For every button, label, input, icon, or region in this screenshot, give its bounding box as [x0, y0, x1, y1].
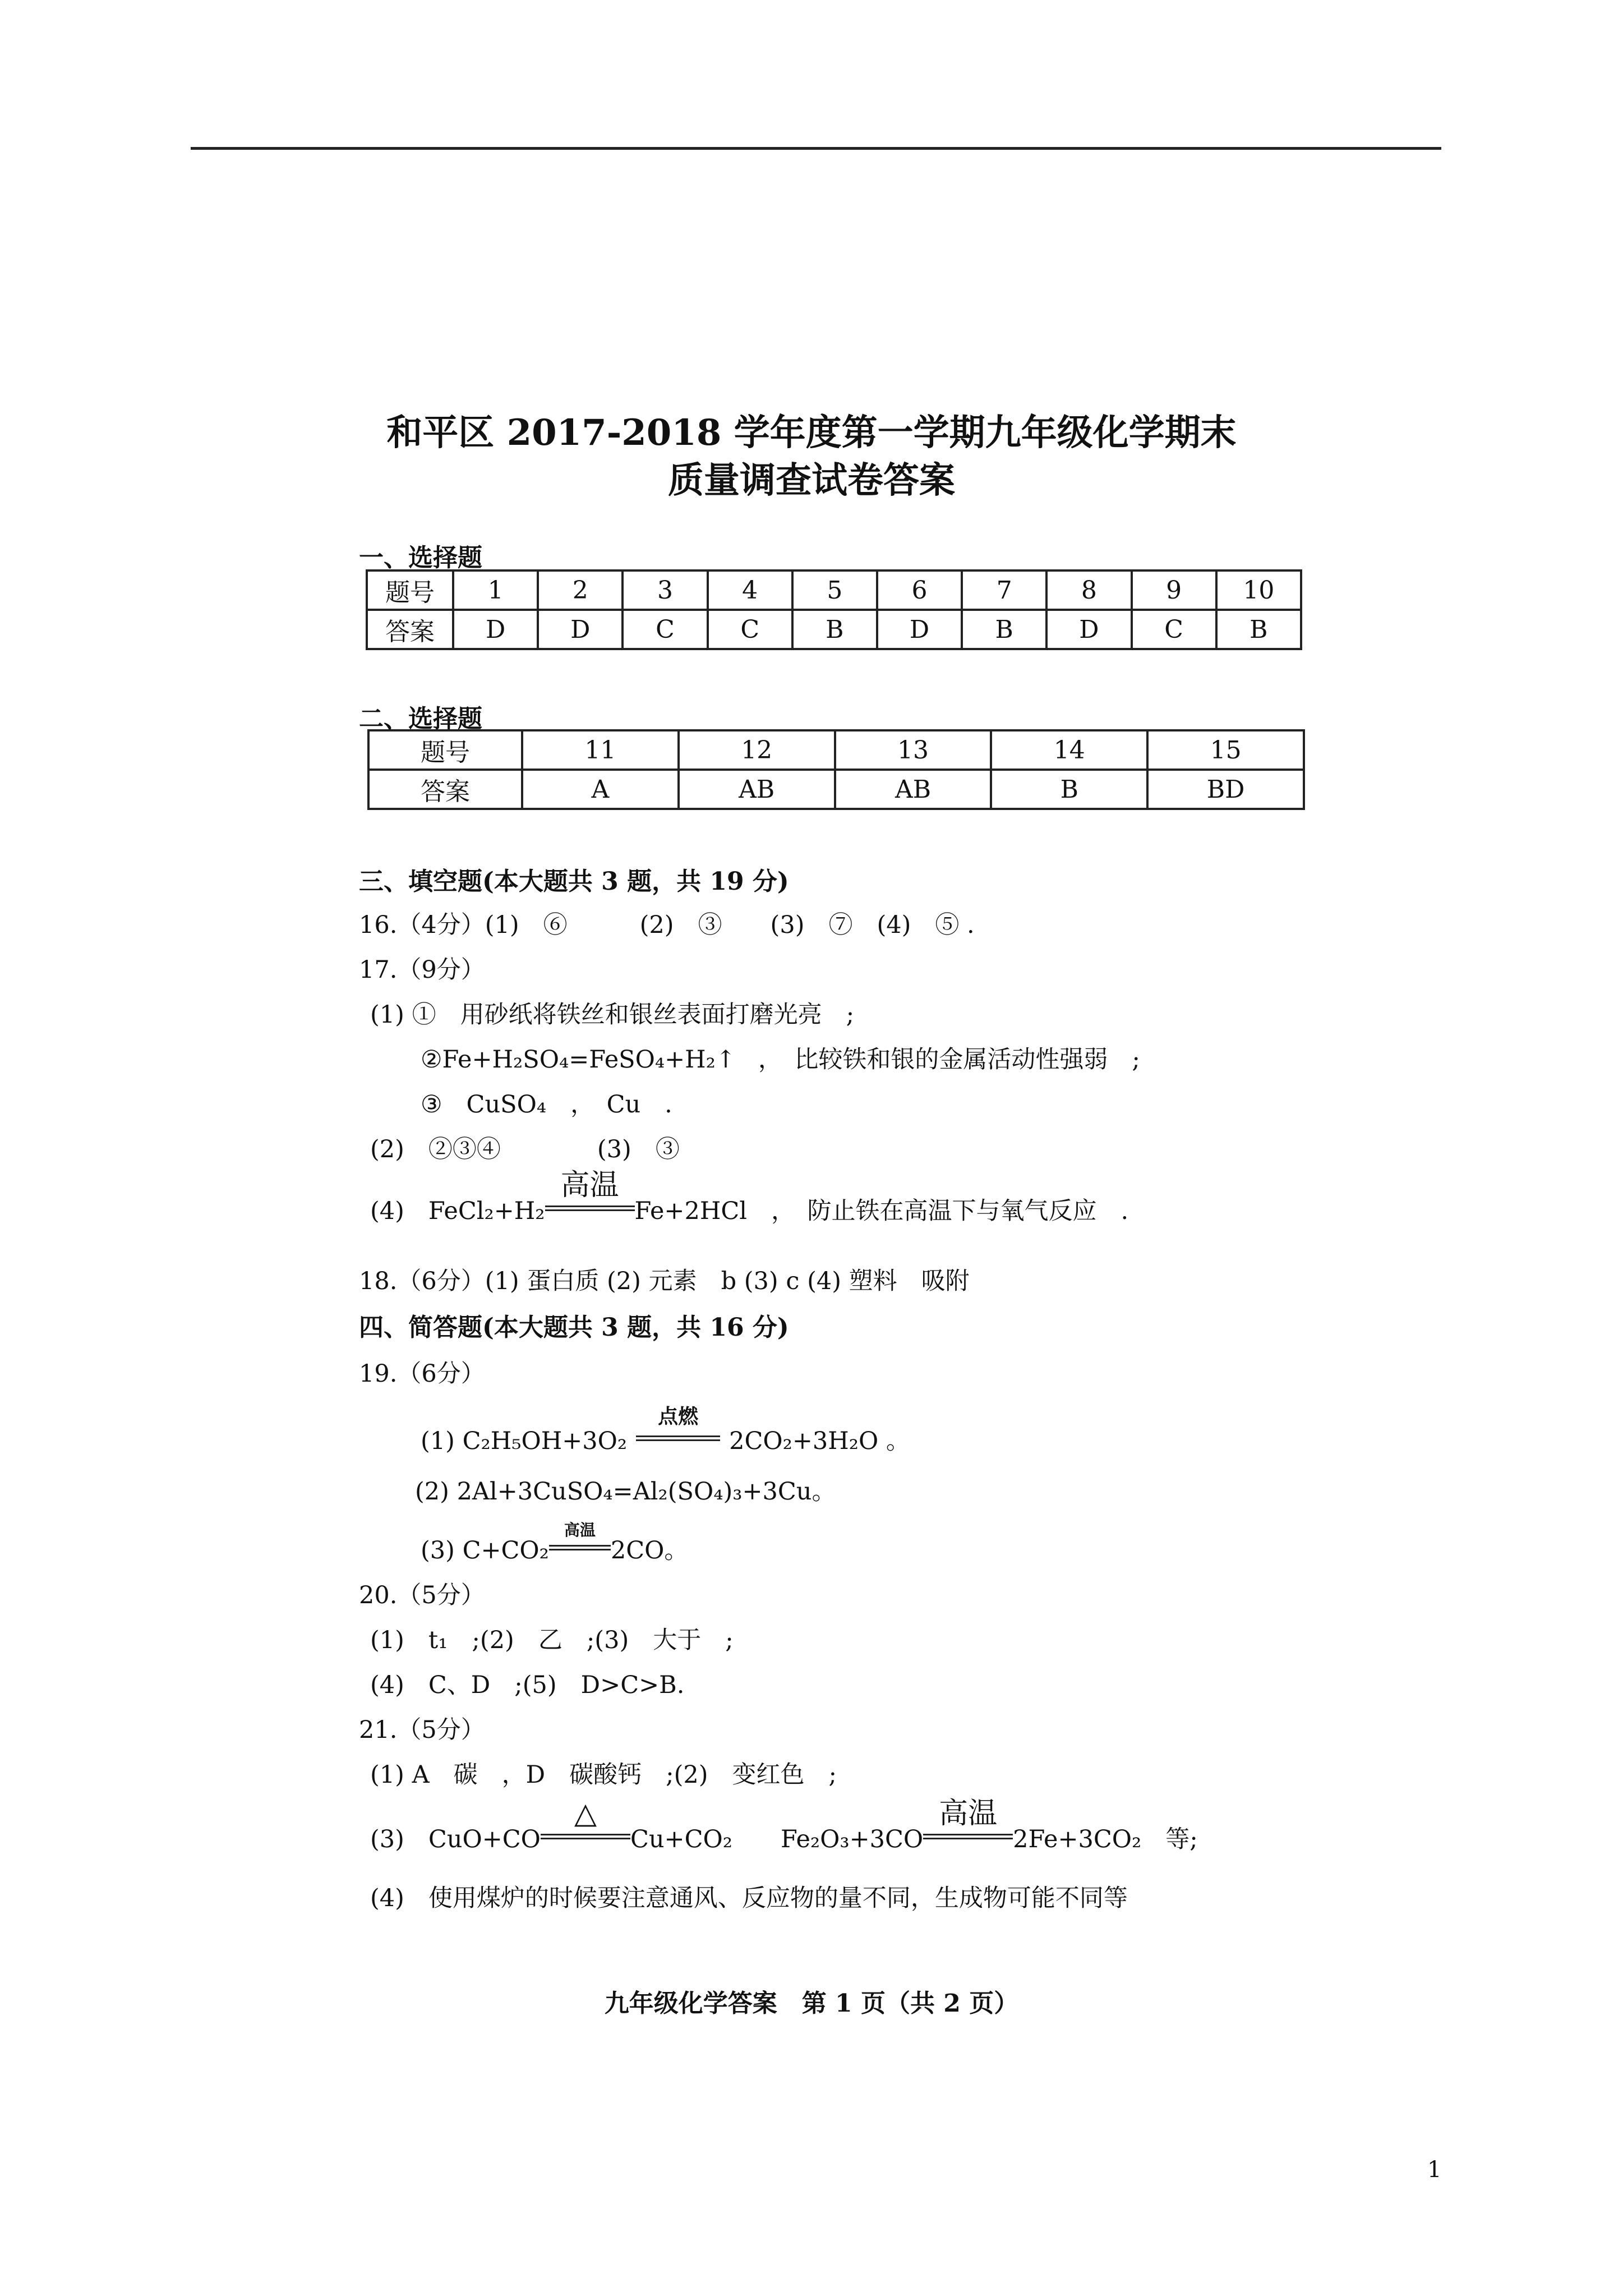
- table-cell: 1: [453, 570, 538, 610]
- answer-20-line2: (4) C、D ;(5) D>C>B.: [370, 1671, 685, 1699]
- answer-19-2: (2) 2Al+3CuSO₄=Al₂(SO₄)₃+3Cu。: [415, 1478, 836, 1506]
- table-row: [367, 610, 1301, 649]
- equation-21-3-a-reactants: (3) CuO+CO: [370, 1825, 541, 1853]
- answer-21-4: (4) 使用煤炉的时候要注意通风、反应物的量不同，生成物可能不同等: [370, 1884, 1128, 1912]
- answer-20-line1: (1) t₁ ;(2) 乙 ;(3) 大于 ;: [370, 1626, 734, 1654]
- page-number: 1: [1427, 2157, 1442, 2183]
- table-cell: 14: [991, 730, 1147, 770]
- answer-19-1: [421, 1405, 910, 1456]
- reaction-condition: 高温: [564, 1521, 596, 1539]
- answer-16: 16.（4分）(1) ⑥ (2) ③ (3) ⑦ (4) ⑤ .: [359, 911, 975, 939]
- reaction-condition: 点燃: [658, 1405, 699, 1428]
- answer-17-1-line2: [421, 1041, 1140, 1075]
- table-cell: D: [1046, 610, 1131, 649]
- page-title: 和平区 2017-2018 学年度第一学期九年级化学期末: [386, 412, 1237, 454]
- table-cell: 题号: [368, 730, 522, 770]
- table-cell: 12: [679, 730, 835, 770]
- table-cell: 13: [835, 730, 992, 770]
- reaction-arrow-21-3-a: [541, 1797, 630, 1847]
- table-cell: 答案: [368, 770, 522, 809]
- table-cell: C: [708, 610, 792, 649]
- answer-18: 18.（6分）(1) 蛋白质 (2) 元素 b (3) c (4) 塑料 吸附: [359, 1267, 970, 1295]
- table-cell: 11: [522, 730, 679, 770]
- section2-table: [367, 729, 1305, 810]
- table-cell: 7: [962, 570, 1046, 610]
- section4-heading: 四、简答题(本大题共 3 题，共 16 分): [359, 1313, 789, 1342]
- reaction-condition: △: [574, 1797, 597, 1830]
- reaction-condition: 高温: [939, 1797, 998, 1830]
- answer-17-heading: 17.（9分）: [359, 956, 485, 984]
- page-subtitle: 质量调查试卷答案: [668, 459, 955, 501]
- table-cell: C: [623, 610, 707, 649]
- answer-17-1-note: ， 比较铁和银的金属活动性强弱 ;: [758, 1046, 1140, 1074]
- table-cell: B: [991, 770, 1147, 809]
- equation-19-3-reactants: (3) C+CO₂: [421, 1536, 549, 1565]
- table-cell: 10: [1216, 570, 1301, 610]
- table-cell: AB: [679, 770, 835, 809]
- answer-21-1-2: (1) A 碳 ，D 碳酸钙 ;(2) 变红色 ;: [370, 1761, 837, 1789]
- answer-17-2-3: (2) ②③④ (3) ③: [370, 1135, 680, 1163]
- reaction-condition: 高温: [560, 1168, 619, 1202]
- section3-heading: 三、填空题(本大题共 3 题，共 19 分): [359, 867, 789, 896]
- answer-21-3: [370, 1797, 1198, 1855]
- table-cell: BD: [1147, 770, 1304, 809]
- answer-20-heading: 20.（5分）: [359, 1581, 485, 1609]
- table-cell: B: [792, 610, 877, 649]
- table-cell: 8: [1046, 570, 1131, 610]
- table-cell: A: [522, 770, 679, 809]
- section2-heading: 二、选择题: [359, 705, 482, 733]
- table-cell: 2: [538, 570, 623, 610]
- equation-17-1: ②Fe+H₂SO₄=FeSO₄+H₂↑: [421, 1046, 736, 1074]
- answer-19-3: [421, 1521, 689, 1566]
- answer-17-4: [370, 1168, 1129, 1226]
- table-row: [367, 570, 1301, 610]
- table-cell: AB: [835, 770, 992, 809]
- page-footer: 九年级化学答案 第 1 页（共 2 页）: [604, 1989, 1019, 2018]
- reaction-arrow-19-1: [636, 1405, 720, 1449]
- table-cell: 9: [1132, 570, 1216, 610]
- answer-17-1-line3: ③ CuSO₄ ， Cu .: [421, 1091, 672, 1119]
- equation-21-3-middle: Cu+CO₂ Fe₂O₃+3CO: [630, 1825, 924, 1853]
- reaction-arrow-19-3: [549, 1521, 611, 1558]
- section1-table: [366, 569, 1302, 650]
- equation-19-1-reactants: (1) C₂H₅OH+3O₂: [421, 1427, 628, 1455]
- table-row: [368, 730, 1304, 770]
- equation-19-1-products: 2CO₂+3H₂O 。: [729, 1427, 910, 1455]
- table-cell: 4: [708, 570, 792, 610]
- table-cell: C: [1132, 610, 1216, 649]
- table-cell: 答案: [367, 610, 453, 649]
- equation-17-4-products: Fe+2HCl ， 防止铁在高温下与氧气反应 .: [634, 1197, 1129, 1225]
- table-cell: 题号: [367, 570, 453, 610]
- table-cell: B: [1216, 610, 1301, 649]
- equation-19-3-products: 2CO。: [610, 1536, 689, 1565]
- equation-17-4-reactants: (4) FeCl₂+H₂: [370, 1197, 545, 1225]
- answer-19-heading: 19.（6分）: [359, 1360, 485, 1388]
- table-cell: 3: [623, 570, 707, 610]
- table-cell: D: [538, 610, 623, 649]
- section1-heading: 一、选择题: [359, 544, 482, 572]
- table-row: [368, 770, 1304, 809]
- reaction-arrow-17-4: [545, 1168, 635, 1219]
- answer-17-1-line1: (1) ① 用砂纸将铁丝和银丝表面打磨光亮 ;: [370, 1001, 855, 1029]
- table-cell: 6: [877, 570, 962, 610]
- equation-21-3-b-products: 2Fe+3CO₂ 等;: [1013, 1825, 1198, 1853]
- table-cell: 15: [1147, 730, 1304, 770]
- table-cell: D: [453, 610, 538, 649]
- table-cell: B: [962, 610, 1046, 649]
- table-cell: 5: [792, 570, 877, 610]
- table-cell: D: [877, 610, 962, 649]
- top-rule: [191, 147, 1441, 150]
- answer-21-heading: 21.（5分）: [359, 1716, 485, 1744]
- reaction-arrow-21-3-b: [923, 1797, 1013, 1847]
